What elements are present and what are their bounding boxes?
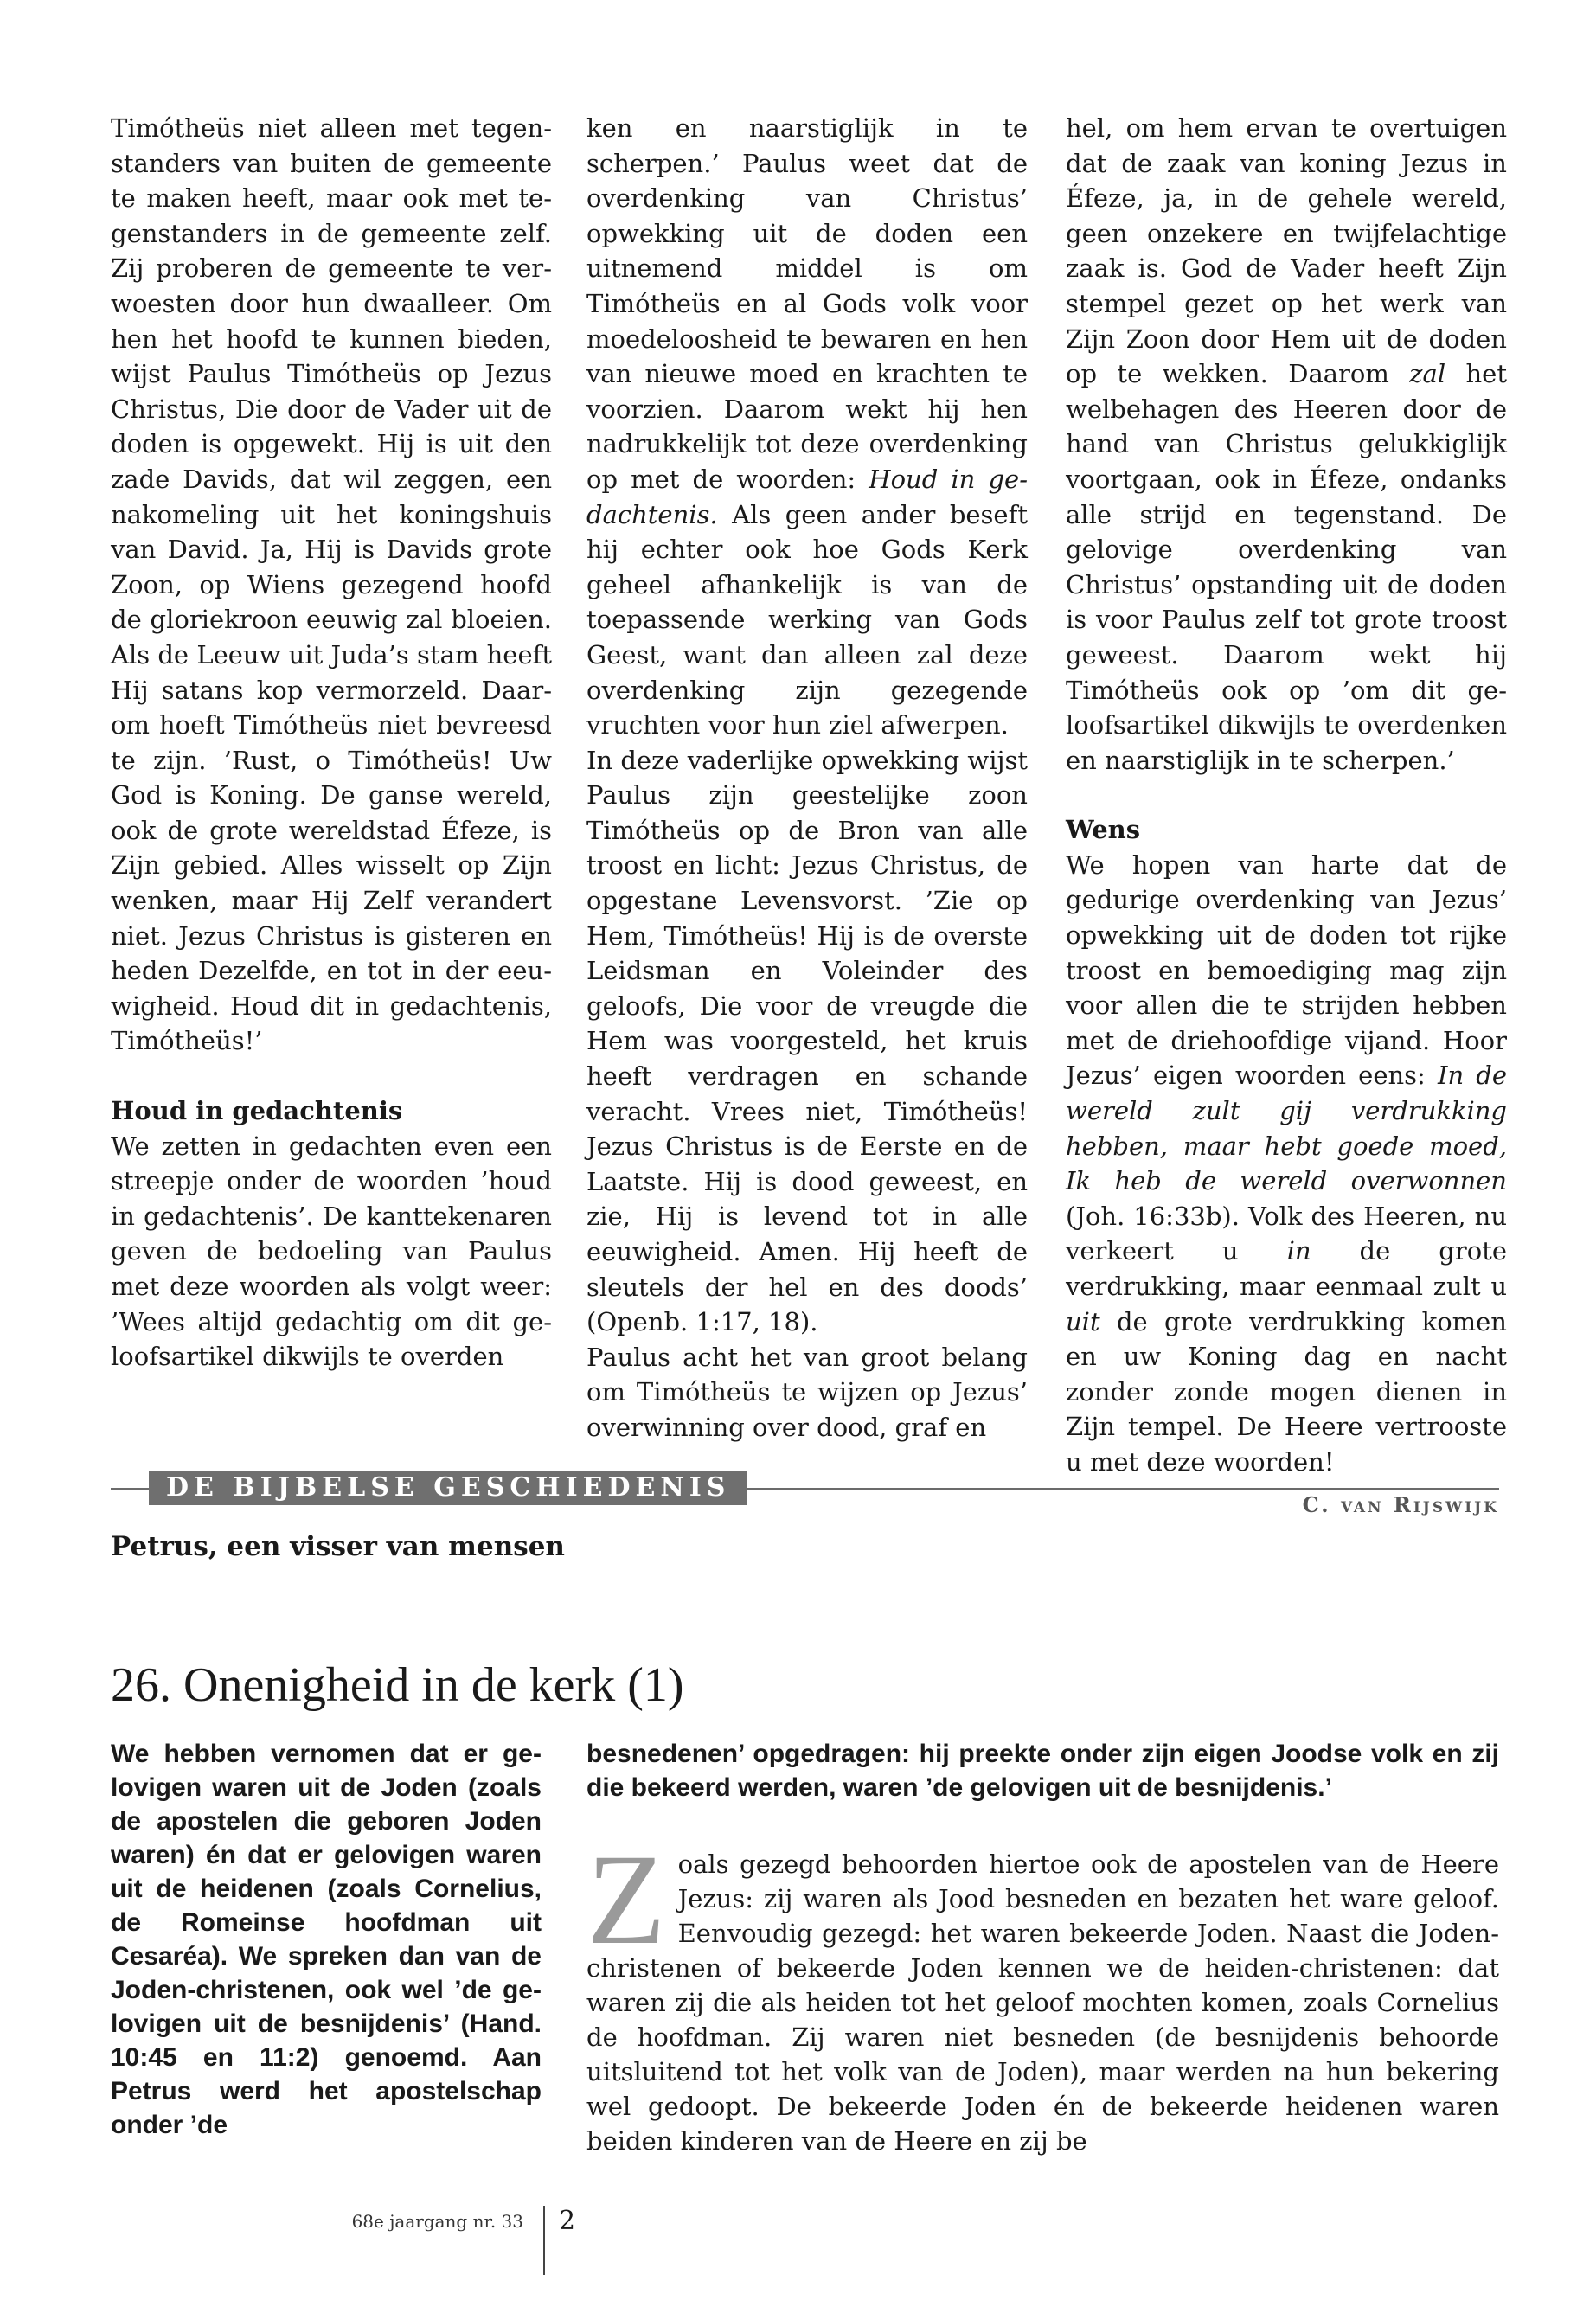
paragraph: Paulus acht het van groot belang om Timótheüs te wijzen op Jezus’ overwinning over dood, graf en xyxy=(586,1342,1028,1442)
emphasis: uit xyxy=(1066,1306,1100,1336)
body-text: oals gezegd behoorden hiertoe ook de apostelen van de Heere Jezus: zij waren als Jood besneden en bezaten het ware geloof. Eenvoudig gezegd: het waren bekeerde Joden. Naast die Joden-christenen of bekeerde Joden kennen we de heiden-christenen: dat waren zij die als heiden tot het geloof mochten komen, zoals Cornelius de hoofdman. Zij waren niet besneden (de besnijdenis behoorde uitsluitend tot het volk van de Joden), maar werden na hun bekering wel gedoopt. De bekeerde Joden én de bekeerde heidenen waren beiden kinderen van de Heere en zij be xyxy=(586,1849,1499,2156)
text-run: Als geen ander beseft hij echter ook hoe Gods Kerk geheel afhankelijk is van de toepassende werking van Gods Geest, want dan alleen zal deze overdenking zijn gezegende vruchten voor hun ziel afwerpen. xyxy=(586,499,1028,740)
drop-cap: Z xyxy=(586,1828,666,1971)
column-left xyxy=(111,111,552,1375)
article-intro-right: besnedenen’ opgedragen: hij preekte onder zijn eigen Joodse volk en zij die bekeerd werden, waren ’de gelovigen uit de besnijdenis.’ xyxy=(586,1740,1499,1802)
text-run: de grote verdrukking, maar eenmaal zult u xyxy=(1066,1236,1507,1301)
issue-info: 68e jaargang nr. 33 xyxy=(351,2211,523,2232)
text-run: het welbehagen des Heeren door de hand van Christus gelukkiglijk voortgaan, ook in Éfeze, ondanks alle strijd en tegenstand. De gelovige overdenking van Christus’ opstanding uit de doden is voor Paulus zelf tot grote troost geweest. Daarom wekt hij Timótheüs ook op ’om dit geloofsartikel dikwijls te overdenken en naarstiglijk in te scherpen.’ xyxy=(1066,359,1507,775)
paragraph xyxy=(586,111,1028,743)
page-number: 2 xyxy=(559,2206,576,2236)
paragraph: Timótheüs niet alleen met tegenstanders van buiten de gemeente te maken heeft, maar ook met tegenstanders in de gemeente zelf. Zij proberen de gemeente te verwoesten door hun dwaalleer. Om hen het hoofd te kunnen bieden, wijst Paulus Timótheüs op Jezus Christus, Die door de Vader uit de doden is opgewekt. Hij is uit den zade Davids, dat wil zeggen, een nakomeling uit het koningshuis van David. Ja, Hij is Davids grote Zoon, op Wiens gezegend hoofd de gloriekroon eeuwig zal bloeien. Als de Leeuw uit Juda’s stam heeft Hij satans kop vermorzeld. Daarom hoeft Timótheüs niet bevreesd te zijn. ’Rust, o Timótheüs! Uw God is Koning. De ganse wereld, ook de grote wereldstad Éfeze, is Zijn gebied. Alles wisselt op Zijn wenken, maar Hij Zelf verandert niet. Jezus Christus is gisteren en heden Dezelfde, en tot in der eeuwigheid. Houd dit in gedachtenis, Timótheüs!’ xyxy=(111,113,552,1056)
column-right xyxy=(1066,111,1507,1480)
paragraph xyxy=(1066,111,1507,778)
section-banner xyxy=(111,1471,1499,1505)
series-title: Petrus, een visser van mensen xyxy=(111,1531,565,1562)
article-title: 26. Onenigheid in de kerk (1) xyxy=(111,1657,684,1712)
text-run: hel, om hem ervan te overtuigen dat de zaak van koning Jezus in Éfeze, ja, in de gehele wereld, geen onzekere en twijfelachtige zaak is. God de Vader heeft Zijn stempel gezet op het werk van Zijn Zoon door Hem uit de doden op te wekken. Daarom xyxy=(1066,113,1507,389)
paragraph xyxy=(1066,848,1507,1480)
emphasis: In de wereld zult gij verdrukking hebben, maar hebt goede moed, Ik heb de wereld overwonnen xyxy=(1066,1061,1507,1196)
article-intro-left: We hebben vernomen dat er gelovigen waren uit de Joden (zoals de apostelen die geboren Joden waren) én dat er gelovigen waren uit de heidenen (zoals Cornelius, de Romeinse hoofdman uit Cesaréa). We spreken dan van de Joden-christenen, ook wel ’de gelovigen uit de besnijdenis’ (Hand. 10:45 en 11:2) genoemd. Aan Petrus werd het apostelschap onder ’de xyxy=(111,1740,542,2139)
text-run: (Joh. 16:33b). Volk des Heeren, nu verkeert u xyxy=(1066,1201,1507,1266)
paragraph: In deze vaderlijke opwekking wijst Paulus zijn geestelijke zoon Timótheüs op de Bron van alle troost en licht: Jezus Christus, de opgestane Levensvorst. ’Zie op Hem, Timótheüs! Hij is de overste Leidsman en Voleinder des geloofs, Die voor de vreugde die Hem was voorgesteld, het kruis heeft verdragen en schande veracht. Vrees niet, Timótheüs! Jezus Christus is de Eerste en de Laatste. Hij is dood geweest, en zie, Hij is levend tot in alle eeuwigheid. Amen. Hij heeft de sleutels der hel en des doods’ (Openb. 1:17, 18). xyxy=(586,745,1029,1337)
section-heading: Wens xyxy=(1066,815,1141,845)
article-body xyxy=(586,1828,1499,2158)
footer-divider xyxy=(543,2206,545,2275)
text-run: ken en naarstiglijk in te scherpen.’ Paulus weet dat de overdenking van Christus’ opwekking uit de doden een uitnemend middel is om Timótheüs en al Gods volk voor moedeloosheid te bewaren en hen van nieuwe moed en krachten te voorzien. Daarom wekt hij hen nadrukkelijk tot deze overdenking op met de woorden: xyxy=(586,113,1028,494)
author-name: C. van Rijswijk xyxy=(1302,1492,1499,1517)
emphasis: Houd in gedachtenis. xyxy=(586,464,1029,529)
section-heading: Houd in gedachtenis xyxy=(111,1096,403,1126)
page-footer xyxy=(0,2206,1596,2275)
emphasis: zal xyxy=(1409,359,1446,389)
text-run: We hopen van harte dat de gedurige overdenking van Jezus’ opwekking uit de doden tot rijke troost en bemoediging mag zijn voor allen die te strijden hebben met de driehoofdige vijand. Hoor Jezus’ eigen woorden eens: xyxy=(1066,849,1507,1091)
text-run: de grote verdrukking komen en uw Koning dag en nacht zonder zonde mogen dienen in Zijn tempel. De Heere vertrooste u met deze woorden! xyxy=(1066,1306,1507,1477)
paragraph: We zetten in gedachten even een streepje onder de woorden ’houd in gedachtenis’. De kanttekenaren geven de bedoeling van Paulus met deze woorden als volgt weer: ’Wees altijd gedachtig om dit geloofsartikel dikwijls te overden xyxy=(111,1131,552,1372)
section-banner-label: DE BIJBELSE GESCHIEDENIS xyxy=(149,1471,747,1505)
emphasis: in xyxy=(1286,1236,1311,1266)
column-middle xyxy=(586,111,1028,1445)
